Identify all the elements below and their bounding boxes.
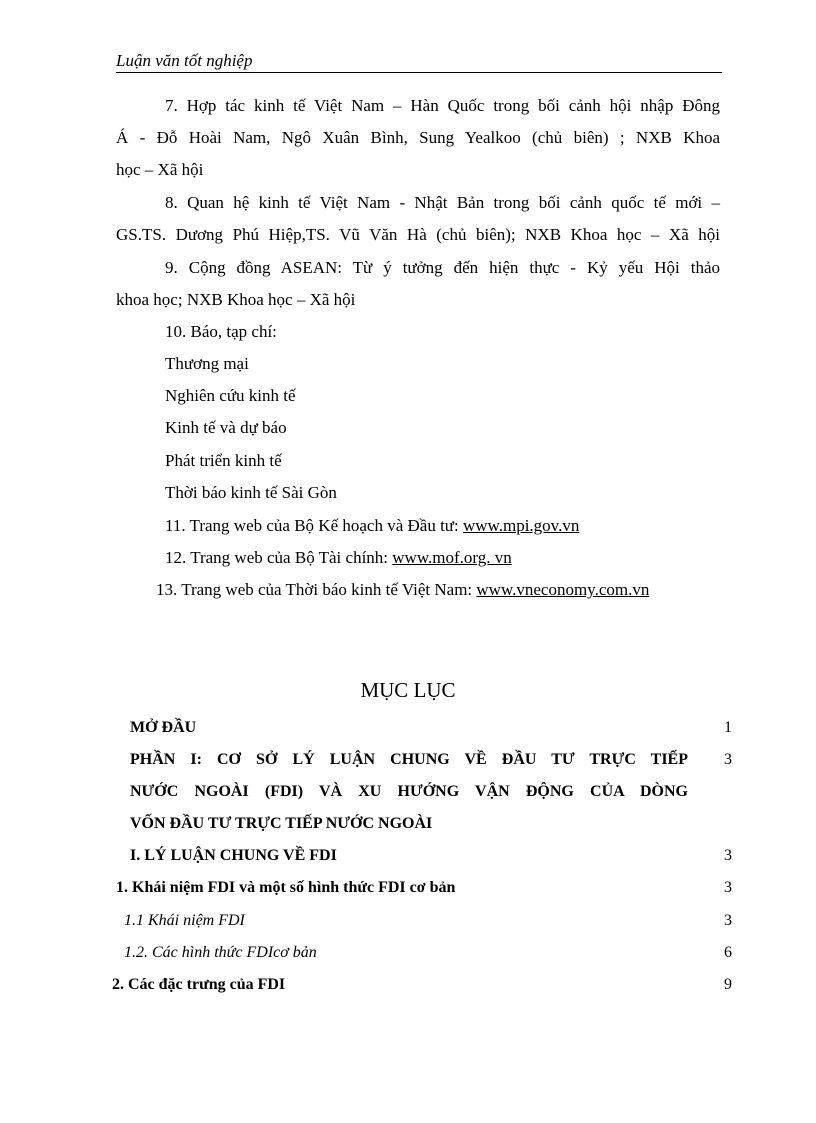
ref-8-line-1: 8. Quan hệ kinh tế Việt Nam - Nhật Bản trong bối cảnh quốc tế mới – <box>165 193 720 212</box>
toc-entry-text: I. LÝ LUẬN CHUNG VỀ FDI <box>130 847 337 864</box>
toc-entry-text: 1.2. Các hình thức FDIcơ bản <box>124 944 317 961</box>
ref-10-item: Phát triển kinh tế <box>165 451 282 470</box>
toc-entry-text: 1. Khái niệm FDI và một số hình thức FDI cơ bản <box>116 879 456 896</box>
ref-10-item: Kinh tế và dự báo <box>165 418 287 437</box>
toc-entry-text: 2. Các đặc trưng của FDI <box>112 976 286 993</box>
toc-entry-page: 3 <box>724 912 732 929</box>
toc-entry-text: PHẦN I: CƠ SỞ LÝ LUẬN CHUNG VỀ ĐẦU TƯ TRỰC TIẾP <box>130 751 688 768</box>
ref-12 <box>165 548 512 568</box>
toc-entry-text: MỞ ĐẦU <box>130 719 197 736</box>
toc-entry-page: 9 <box>724 976 732 993</box>
ref-12-link[interactable]: www.mof.org. vn <box>392 548 512 567</box>
ref-11 <box>165 516 579 536</box>
ref-11-text: 11. Trang web của Bộ Kế hoạch và Đầu tư: <box>165 516 463 535</box>
toc-entry-page: 6 <box>724 944 732 961</box>
page-header <box>116 48 722 73</box>
toc-entry-page: 3 <box>724 751 732 768</box>
header-title: Luận văn tốt nghiệp <box>116 51 253 70</box>
ref-13-text: 13. Trang web của Thời báo kinh tế Việt Nam: <box>156 580 477 599</box>
ref-10-item: Thời báo kinh tế Sài Gòn <box>165 483 337 502</box>
toc-entry-page: 3 <box>724 847 732 864</box>
toc-entry-page: 3 <box>724 879 732 896</box>
toc-entry-page: 1 <box>724 719 732 736</box>
ref-8-line-2: GS.TS. Dương Phú Hiệp,TS. Vũ Văn Hà (chủ biên); NXB Khoa học – Xã hội <box>116 225 720 244</box>
ref-7-line-2: Á - Đỗ Hoài Nam, Ngô Xuân Bình, Sung Yealkoo (chủ biên) ; NXB Khoa <box>116 128 720 147</box>
ref-9-line-2: khoa học; NXB Khoa học – Xã hội <box>116 290 356 309</box>
ref-10-item: Nghiên cứu kinh tế <box>165 386 296 405</box>
toc-entry-text: NƯỚC NGOÀI (FDI) VÀ XU HƯỚNG VẬN ĐỘNG CỦA DÒNG <box>130 783 688 800</box>
ref-7-line-1: 7. Hợp tác kinh tế Việt Nam – Hàn Quốc trong bối cảnh hội nhập Đông <box>165 96 720 115</box>
ref-9-line-1: 9. Cộng đồng ASEAN: Từ ý tưởng đến hiện thực - Kỷ yếu Hội thảo <box>165 258 720 277</box>
ref-10-item: Thương mại <box>165 354 249 373</box>
ref-7-line-3: học – Xã hội <box>116 160 204 179</box>
toc-entry-text: 1.1 Khái niệm FDI <box>124 912 245 929</box>
ref-13-link[interactable]: www.vneconomy.com.vn <box>476 580 650 599</box>
ref-12-text: 12. Trang web của Bộ Tài chính: <box>165 548 393 567</box>
ref-11-link[interactable]: www.mpi.gov.vn <box>463 516 580 535</box>
ref-13 <box>156 580 649 600</box>
toc-entry-text: VỐN ĐẦU TƯ TRỰC TIẾP NƯỚC NGOÀI <box>130 815 433 832</box>
toc-title: MỤC LỤC <box>360 678 456 702</box>
ref-10-title: 10. Báo, tạp chí: <box>165 322 277 341</box>
